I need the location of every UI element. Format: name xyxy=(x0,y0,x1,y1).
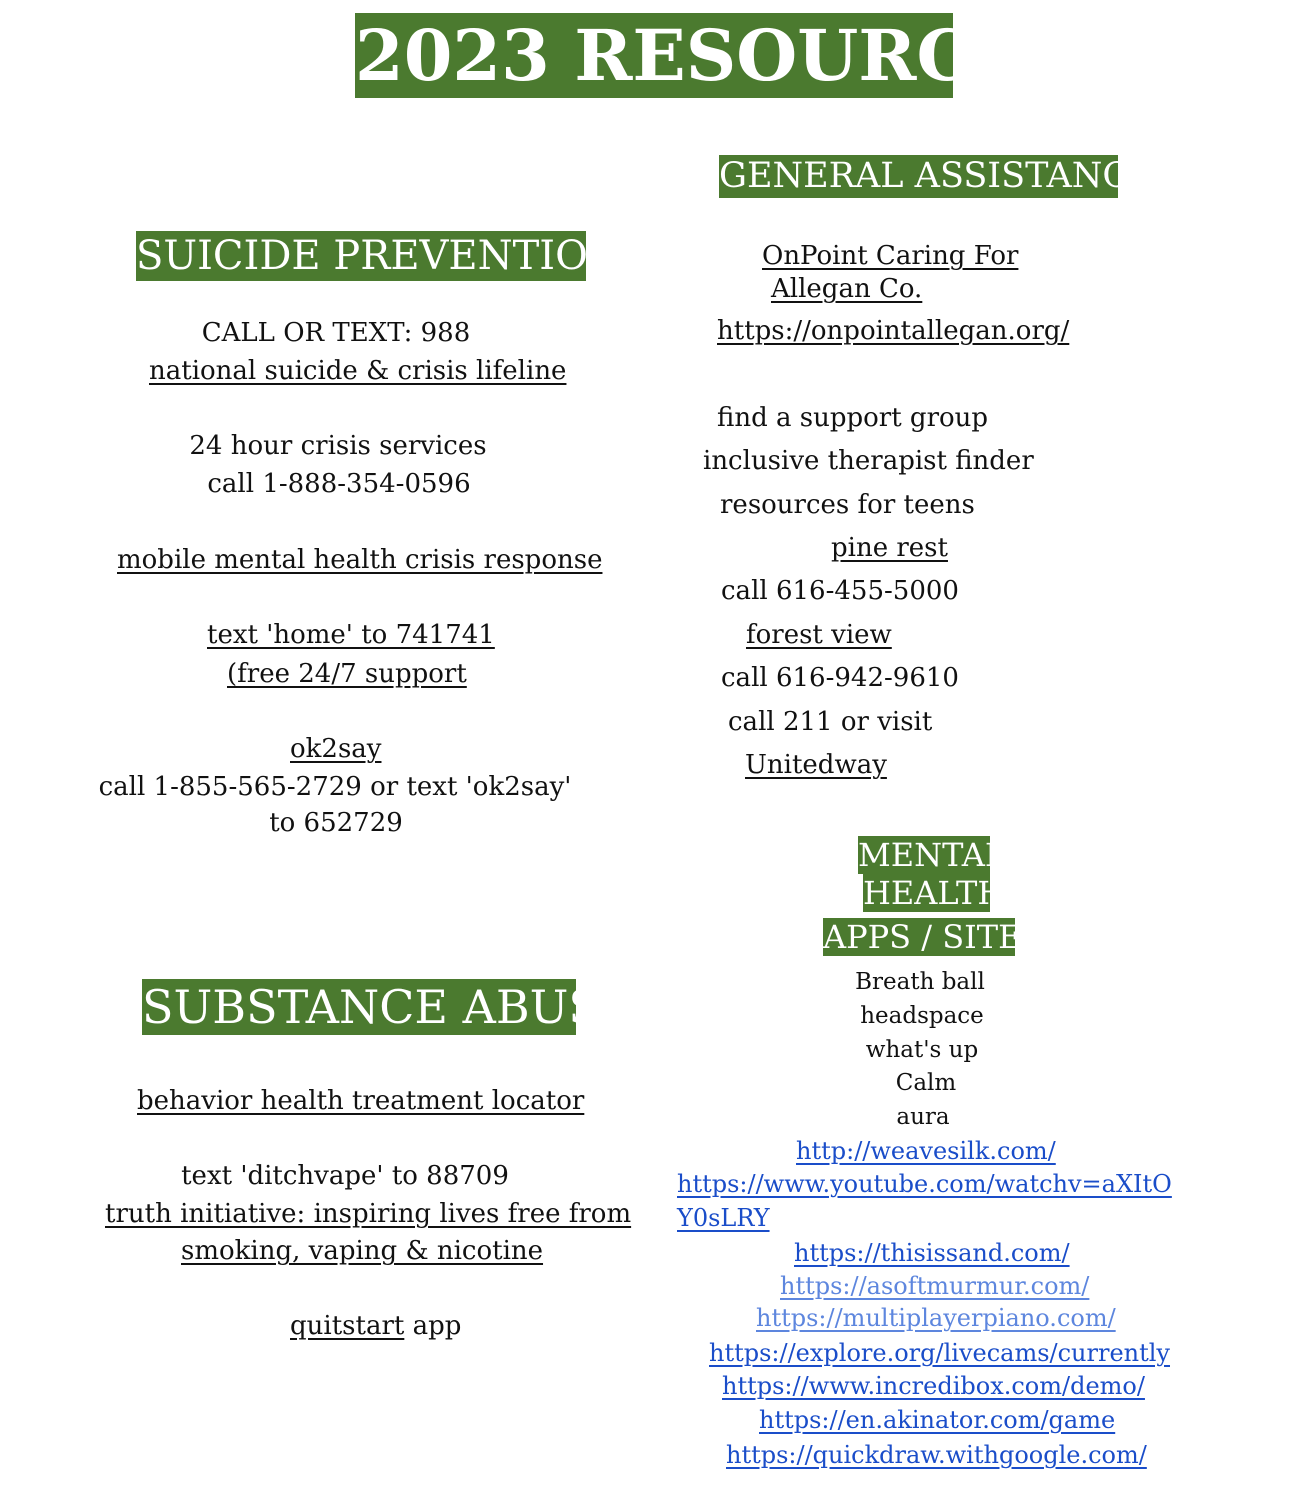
app-calm: Calm xyxy=(895,1070,957,1096)
treatment-locator-link[interactable]: behavior health treatment locator xyxy=(137,1086,585,1116)
onpoint-url-link[interactable]: https://onpointallegan.org/ xyxy=(717,316,1070,346)
apps-sites-heading: APPS / SITES xyxy=(823,918,1044,956)
quickdraw-link[interactable]: https://quickdraw.withgoogle.com/ xyxy=(726,1441,1147,1469)
lifeline-link[interactable]: national suicide & crisis lifeline xyxy=(149,356,567,386)
quitstart-link[interactable]: quitstart xyxy=(290,1311,405,1341)
akinator-link[interactable]: https://en.akinator.com/game xyxy=(759,1406,1116,1434)
forest-view-phone: call 616-942-9610 xyxy=(721,663,959,693)
page-title: 2023 RESOURCES xyxy=(355,14,1077,97)
suicide-prevention-heading: SUICIDE PREVENTION xyxy=(136,233,623,279)
mobile-crisis-link[interactable]: mobile mental health crisis response xyxy=(117,545,603,575)
multiplayerpiano-link[interactable]: https://multiplayerpiano.com/ xyxy=(756,1304,1116,1332)
truth-initiative-link[interactable]: truth initiative: inspiring lives free from xyxy=(105,1199,632,1229)
free-support-link[interactable]: (free 24/7 support xyxy=(227,659,467,689)
pine-rest-link[interactable]: pine rest xyxy=(831,533,948,563)
call-text-988: CALL OR TEXT: 988 xyxy=(201,318,471,348)
ditchvape-text: text 'ditchvape' to 88709 xyxy=(181,1161,509,1191)
mental-health-heading-line2: HEALTH xyxy=(863,874,1006,912)
app-breath-ball: Breath ball xyxy=(855,969,985,995)
ok2say-link[interactable]: ok2say xyxy=(290,734,382,764)
onpoint-link[interactable]: OnPoint Caring For xyxy=(762,241,1019,271)
general-assistance-heading: GENERAL ASSISTANCE xyxy=(719,156,1155,196)
onpoint-link-continued[interactable]: Allegan Co. xyxy=(771,274,923,304)
crisis-services-text: 24 hour crisis services xyxy=(189,431,487,461)
thisissand-link[interactable]: https://thisissand.com/ xyxy=(794,1239,1070,1267)
youtube-link[interactable]: https://www.youtube.com/watchv=aXItO xyxy=(677,1170,1172,1198)
app-aura: aura xyxy=(896,1104,950,1130)
weavesilk-link[interactable]: http://weavesilk.com/ xyxy=(796,1137,1056,1165)
forest-view-link[interactable]: forest view xyxy=(746,620,892,650)
youtube-link-continued[interactable]: Y0sLRY xyxy=(677,1204,770,1232)
text-home-link[interactable]: text 'home' to 741741 xyxy=(207,620,495,650)
crisis-phone-text: call 1-888-354-0596 xyxy=(207,469,471,499)
app-whats-up: what's up xyxy=(865,1037,979,1063)
mental-health-heading-line1: MENTAL xyxy=(858,836,1007,874)
explore-livecams-link[interactable]: https://explore.org/livecams/currently xyxy=(709,1339,1170,1367)
substance-abuse-heading: SUBSTANCE ABUSE xyxy=(142,980,634,1034)
quitstart-suffix: app xyxy=(404,1311,462,1341)
quitstart-line xyxy=(290,1311,461,1341)
unitedway-link[interactable]: Unitedway xyxy=(745,750,887,780)
truth-initiative-link-continued[interactable]: smoking, vaping & nicotine xyxy=(181,1236,544,1266)
support-group-text: find a support group xyxy=(717,403,989,433)
asoftmurmur-link[interactable]: https://asoftmurmur.com/ xyxy=(780,1272,1090,1300)
app-headspace: headspace xyxy=(860,1003,984,1029)
call-211-text: call 211 or visit xyxy=(728,707,933,737)
teen-resources-text: resources for teens xyxy=(720,490,975,520)
ok2say-call-text: call 1-855-565-2729 or text 'ok2say' xyxy=(98,772,572,802)
therapist-finder-text: inclusive therapist finder xyxy=(703,446,1034,476)
pine-rest-phone: call 616-455-5000 xyxy=(721,576,959,606)
incredibox-link[interactable]: https://www.incredibox.com/demo/ xyxy=(722,1372,1145,1400)
ok2say-to-text: to 652729 xyxy=(269,808,403,838)
